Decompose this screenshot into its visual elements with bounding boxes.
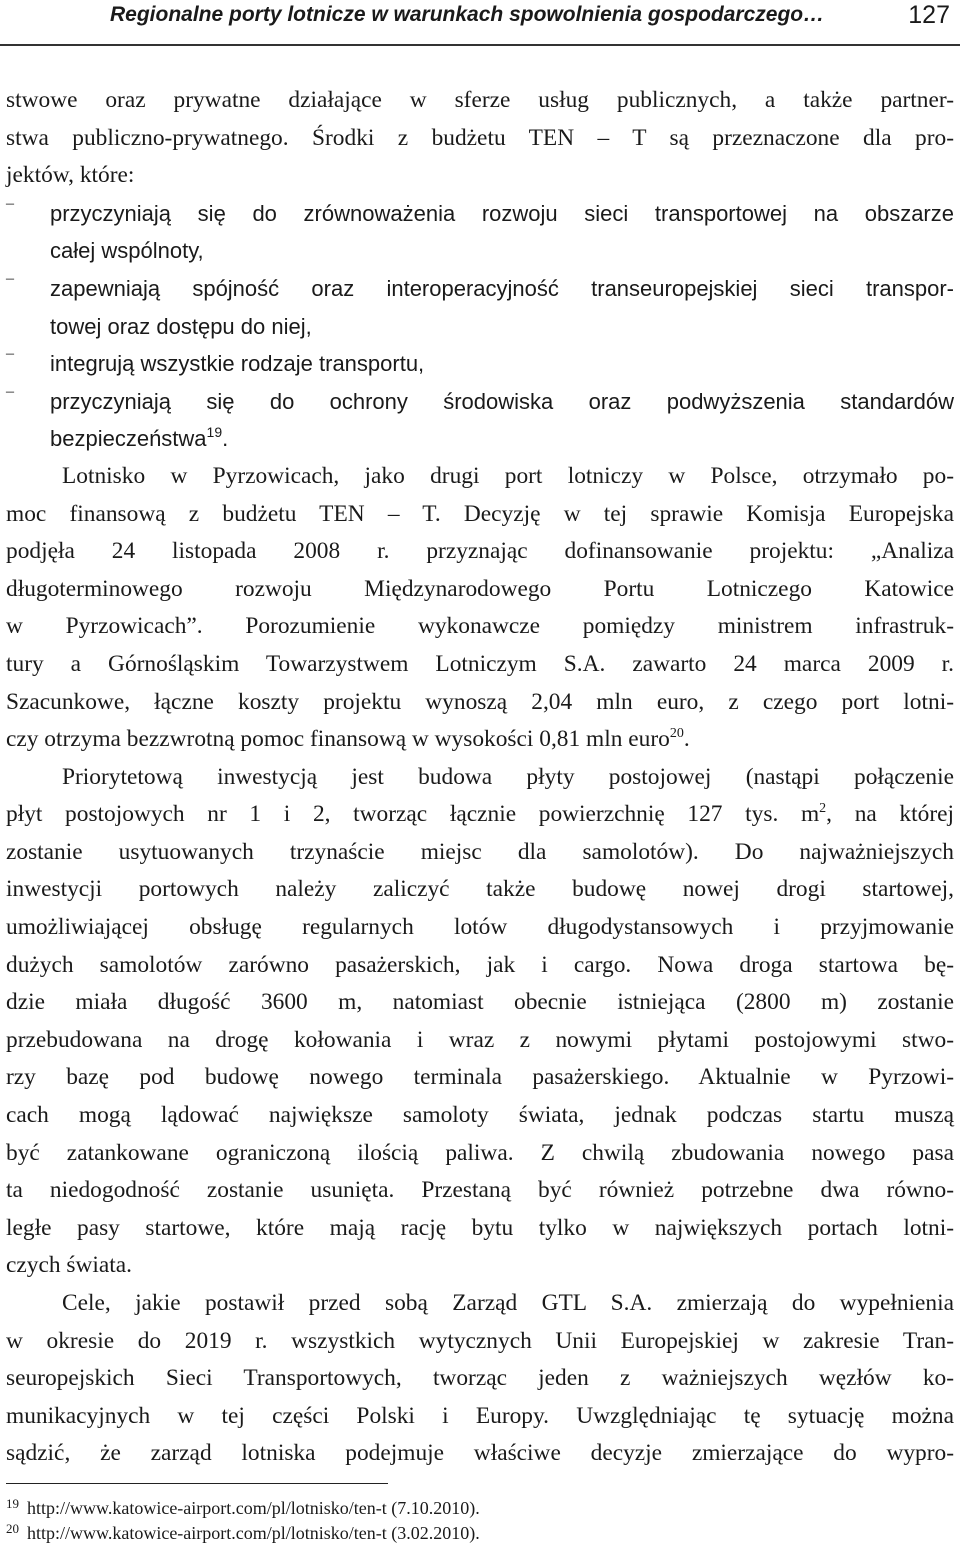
text-line: Lotnisko w Pyrzowicach, jako drugi port lotniczy w Polsce, otrzymało po- [62,462,954,489]
text-line: zostanie usytuowanych trzynaście miejsc dla samolotów). Do najważniejszych [6,838,954,865]
footnote [6,1521,946,1546]
footnote-number: 20 [6,1521,19,1536]
text-line: czych świata. [6,1252,132,1279]
footnote-link[interactable]: http://www.katowice-airport.com/pl/lotnisko/ten-t (7.10.2010). [27,1498,480,1518]
text-line: cach mogą lądować największe samoloty świata, jednak podczas startu muszą [6,1102,954,1129]
text-line: ta niedogodność zostanie usunięta. Przestaną być również potrzebne dwa równo- [6,1177,954,1204]
text-line: Priorytetową inwestycją jest budowa płyty postojowej (nastąpi połączenie [62,763,954,790]
text-line: moc finansową z budżetu TEN – T. Decyzję w tej sprawie Komisja Europejska [6,500,954,527]
dash-bullet: – [6,194,14,212]
text-fragment: . [683,726,690,753]
footnote-link[interactable]: http://www.katowice-airport.com/pl/lotnisko/ten-t (3.02.2010). [27,1523,480,1543]
text-fragment: czy otrzyma bezzwrotną pomoc finansową w wysokości 0,81 mln euro [6,726,670,753]
text-line: całej wspólnoty, [50,238,204,264]
text-line: dużych samolotów zarówno pasażerskich, jak i cargo. Nowa droga startowa bę- [6,951,954,978]
footnotes [6,1496,946,1546]
text-fragment: płyt postojowych nr 1 i 2, tworząc łącznie powierzchnię 127 tys. m [6,801,820,828]
list-item [6,345,954,383]
text-line: podjęła 24 listopada 2008 r. przyznając dofinansowanie projektu: „Analiza [6,538,954,565]
text-line: integrują wszystkie rodzaje transportu, [50,351,425,377]
footnote-ref: 19 [206,424,223,441]
text-line: ległe pasy startowe, które mają rację bytu tylko w największych portach lotni- [6,1214,954,1241]
text-line: być zatankowane ograniczoną ilością paliwa. Z chwilą zbudowania nowego pasa [6,1139,954,1166]
text-fragment: . [222,426,229,452]
list-item [6,195,954,270]
text-line: przebudowana na drogę kołowania i wraz z nowymi płytami postojowymi stwo- [6,1026,954,1053]
text-line: munikacyjnych w tej części Polski i Europy. Uwzględniając tę sytuację można [6,1402,954,1429]
footnote-number: 19 [6,1496,19,1511]
text-line: tury a Górnośląskim Towarzystwem Lotniczym S.A. zawarto 24 marca 2009 r. [6,650,954,677]
dash-bullet: – [6,345,14,363]
list-item [6,383,954,458]
intro-paragraph [6,82,954,195]
text-line: Cele, jakie postawił przed sobą Zarząd GTL S.A. zmierzają do wypełnienia [62,1290,954,1316]
text-line [50,420,954,458]
text-line: w Pyrzowicach”. Porozumienie wykonawcze pomiędzy ministrem infrastruk- [6,613,954,640]
footnote-ref: 20 [669,726,684,742]
text-line: w okresie do 2019 r. wszystkich wytycznych Unii Europejskiej w zakresie Tran- [6,1327,954,1354]
text-line [6,721,954,759]
text-line: dzie miała długość 3600 m, natomiast obecnie istniejąca (2800 m) zostanie [6,989,954,1016]
paragraph [6,759,954,1285]
running-title: Regionalne porty lotnicze w warunkach spowolnienia gospodarczego… [110,3,825,26]
text-line: rzy bazę pod budowę nowego terminala pasażerskiego. Aktualnie w Pyrzowi- [6,1064,954,1091]
text-line: przyczyniają się do ochrony środowiska oraz podwyższenia standardów [50,388,954,414]
text-line: inwestycji portowych należy zaliczyć także budowę nowej drogi startowej, [6,876,954,903]
running-header [0,0,960,46]
page-number: 127 [908,1,950,29]
text-line: umożliwiającej obsługę regularnych lotów długodystansowych i przyjmowanie [6,914,954,941]
text-fragment: , na której [826,801,954,828]
dash-bullet: – [6,269,14,287]
list-item [6,270,954,345]
footnote [6,1496,946,1521]
criteria-list [6,195,954,458]
text-line [6,796,954,834]
text-line: towej oraz dostępu do niej, [50,313,312,339]
text-line: stwowe oraz prywatne działające w sferze usług publicznych, a także partner- [6,87,954,113]
paragraph [6,458,954,759]
text-line: stwa publiczno-prywatnego. Środki z budżetu TEN – T są przeznaczone dla pro- [6,124,954,151]
text-line: zapewniają spójność oraz interoperacyjność transeuropejskiej sieci transpor- [50,275,954,301]
main-text [6,82,954,1473]
text-line: jektów, które: [6,162,135,189]
text-line: seuropejskich Sieci Transportowych, tworząc jeden z ważniejszych węzłów ko- [6,1365,954,1392]
dash-bullet: – [6,382,14,400]
text-fragment: bezpieczeństwa [50,426,207,452]
text-line: sądzić, że zarząd lotniska podejmuje właściwe decyzje zmierzające do wypro- [6,1440,954,1467]
footnote-separator [6,1483,388,1484]
text-line: przyczyniają się do zrównoważenia rozwoju sieci transportowej na obszarze [50,200,954,226]
text-line: długoterminowego rozwoju Międzynarodowego Portu Lotniczego Katowice [6,575,954,602]
superscript: 2 [819,801,827,817]
paragraph [6,1285,954,1473]
text-line: Szacunkowe, łączne koszty projektu wynoszą 2,04 mln euro, z czego port lotni- [6,688,954,715]
